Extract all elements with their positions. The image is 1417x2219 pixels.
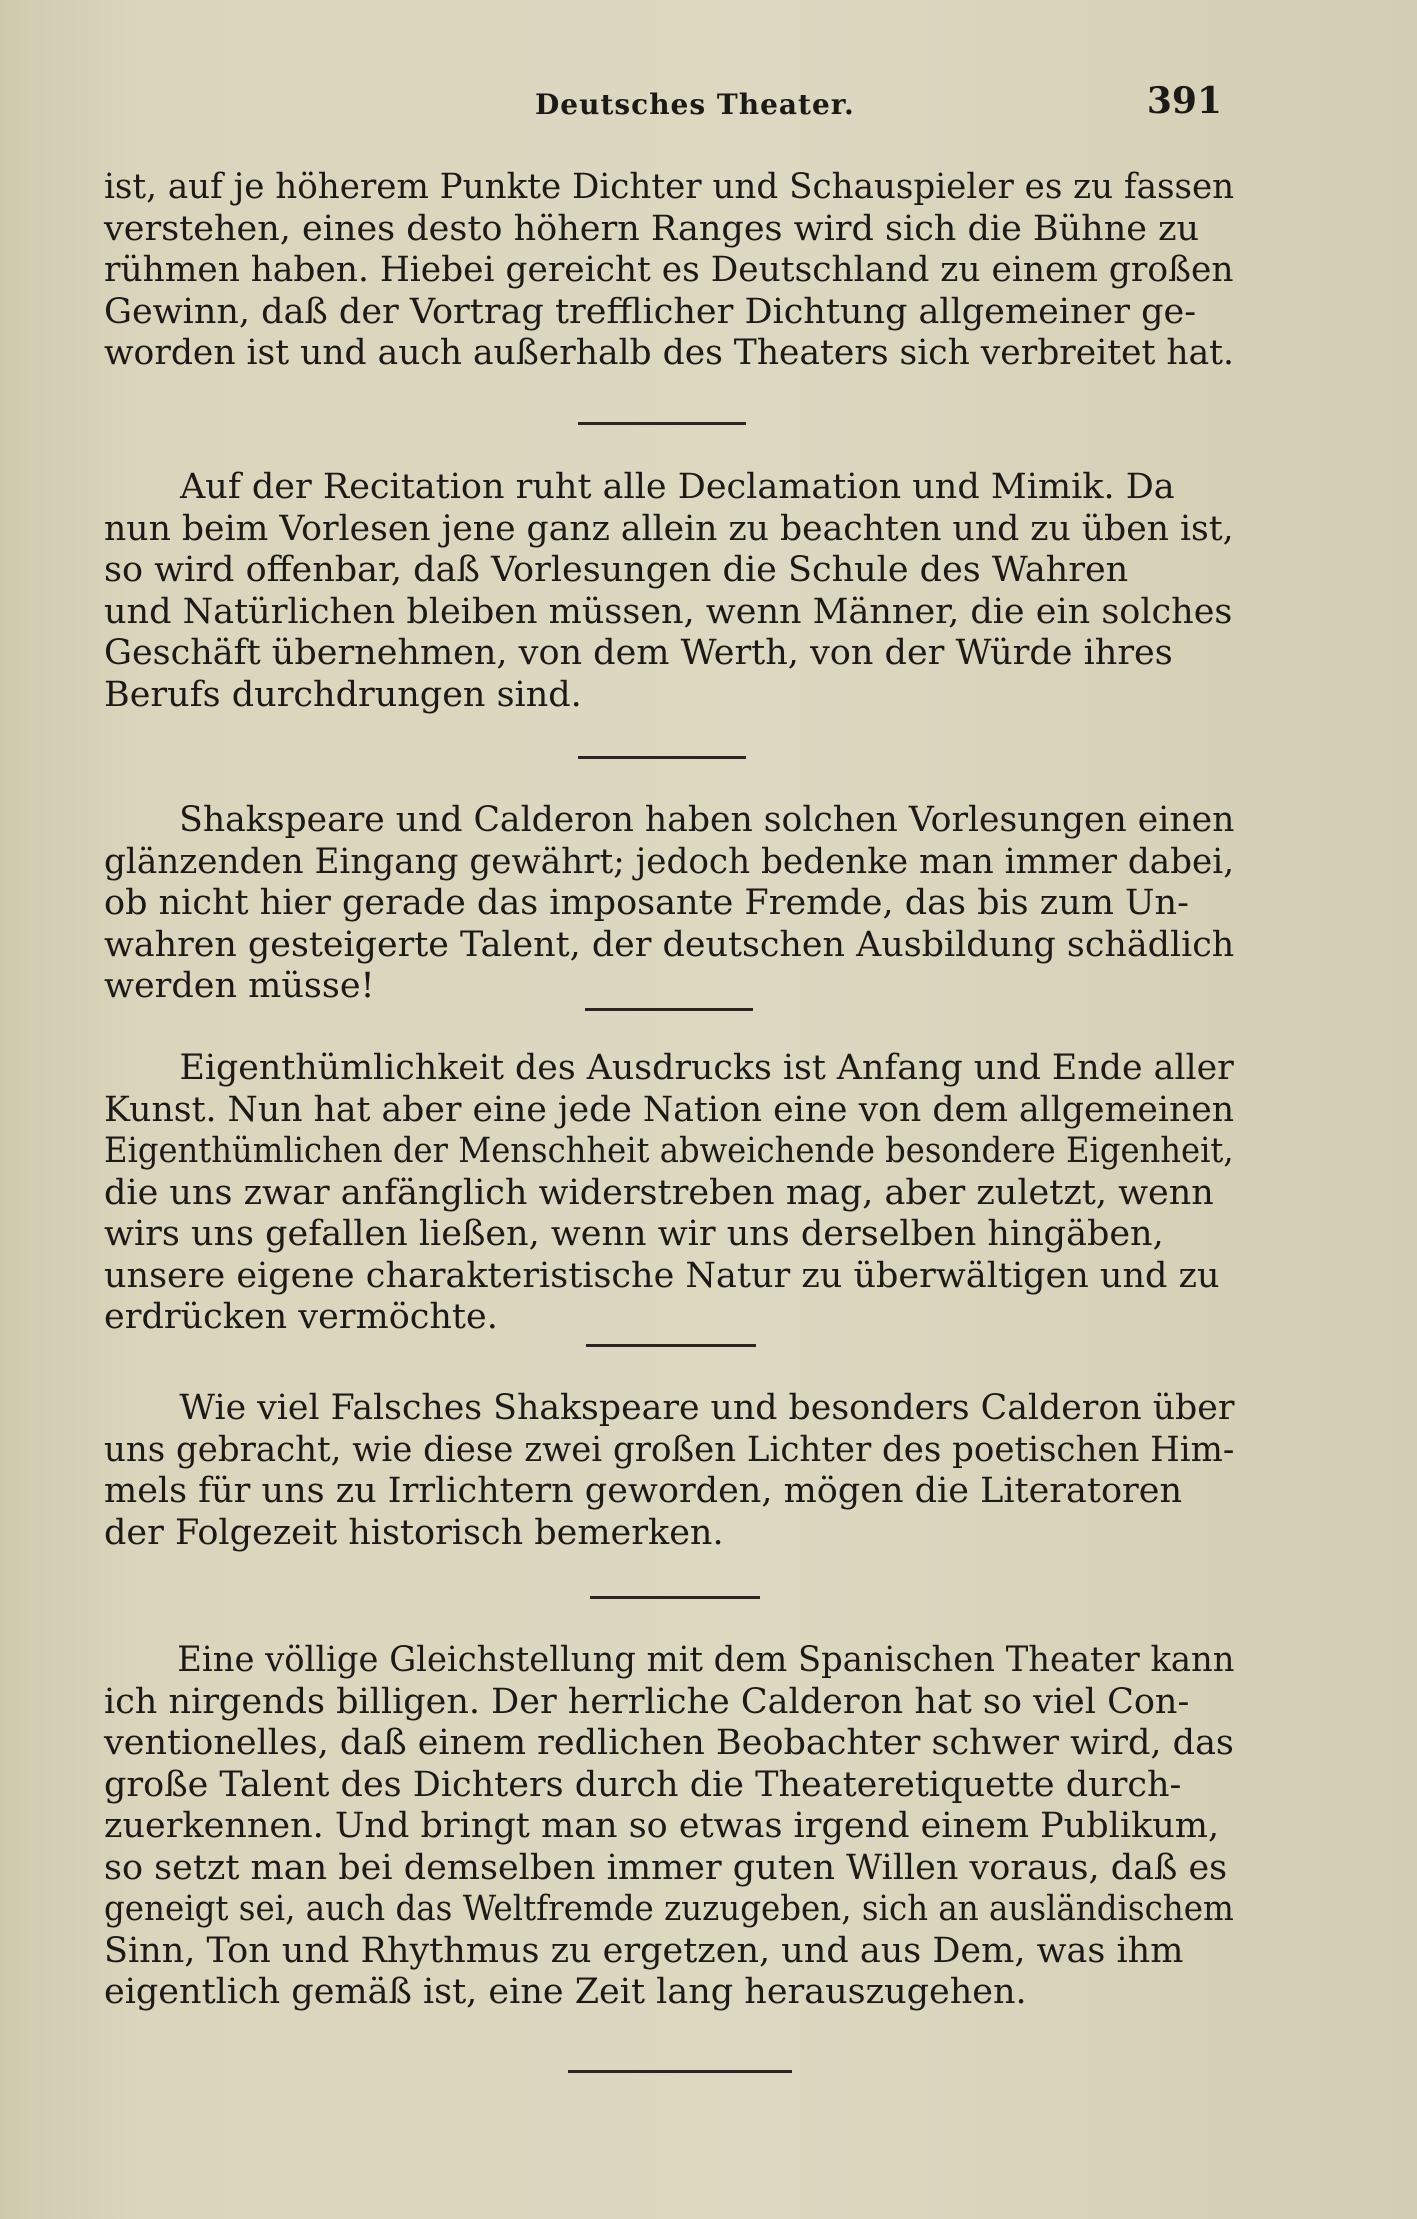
text-line: unsere eigene charakteristische Natur zu überwältigen und zu: [104, 1255, 1220, 1296]
text-line: zuerkennen. Und bringt man so etwas irgend einem Publikum,: [104, 1806, 1220, 1846]
text-line: nun beim Vorlesen jene ganz allein zu beachten und zu üben ist,: [104, 508, 1234, 549]
text-line: Geschäft übernehmen, von dem Werth, von der Würde ihres: [104, 633, 1173, 673]
text-line: ob nicht hier gerade das imposante Fremde, das bis zum Un-: [104, 883, 1189, 923]
text-line: eigentlich gemäß ist, eine Zeit lang herauszugehen.: [104, 1972, 1027, 2012]
text-line: ist, auf je höherem Punkte Dichter und Schauspieler es zu fassen: [104, 167, 1235, 207]
text-line: die uns zwar anfänglich widerstreben mag, aber zuletzt, wenn: [104, 1172, 1214, 1213]
text-line: so setzt man bei demselben immer guten Willen voraus, daß es: [104, 1847, 1228, 1888]
text-line: worden ist und auch außerhalb des Theaters sich verbreitet hat.: [104, 333, 1235, 373]
page-header: [100, 78, 1230, 128]
text-line: ventionelles, daß einem redlichen Beobachter schwer wird, das: [104, 1723, 1234, 1763]
text-line: Wie viel Falsches Shakspeare und besonders Calderon über: [179, 1388, 1235, 1428]
text-line: Gewinn, daß der Vortrag trefflicher Dichtung allgemeiner ge-: [104, 291, 1197, 332]
page-number: 391: [1146, 80, 1222, 122]
text-line: geneigt sei, auch das Weltfremde zuzugeben, sich an ausländischem: [104, 1889, 1234, 1929]
text-line: Eigenthümlichen der Menschheit abweichende besondere Eigenheit,: [104, 1131, 1234, 1171]
text-line: wirs uns gefallen ließen, wenn wir uns derselben hingäben,: [104, 1214, 1164, 1254]
text-line: Eine völlige Gleichstellung mit dem Spanischen Theater kann: [177, 1640, 1235, 1680]
text-line: glänzenden Eingang gewährt; jedoch bedenke man immer dabei,: [104, 841, 1235, 882]
text-line: mels für uns zu Irrlichtern geworden, mögen die Literatoren: [104, 1471, 1183, 1511]
text-line: Eigenthümlichkeit des Ausdrucks ist Anfang und Ende aller: [179, 1048, 1234, 1088]
text-line: wahren gesteigerte Talent, der deutschen Ausbildung schädlich: [104, 924, 1235, 965]
paragraph-2: [104, 467, 1234, 716]
text-line: rühmen haben. Hiebei gereicht es Deutschland zu einem großen: [104, 250, 1234, 290]
section-divider: [568, 2070, 792, 2073]
paragraph-1: [104, 167, 1234, 375]
section-divider: [586, 1344, 756, 1347]
section-divider: [578, 756, 746, 759]
paragraph-5: [104, 1388, 1234, 1554]
text-line: und Natürlichen bleiben müssen, wenn Männer, die ein solches: [104, 591, 1233, 632]
text-line: der Folgezeit historisch bemerken.: [104, 1512, 724, 1553]
text-line: so wird offenbar, daß Vorlesungen die Schule des Wahren: [104, 550, 1129, 590]
text-line: Sinn, Ton und Rhythmus zu ergetzen, und aus Dem, was ihm: [104, 1930, 1184, 1971]
section-divider: [585, 1008, 753, 1011]
paragraph-4: [104, 1048, 1234, 1339]
section-divider: [590, 1596, 760, 1599]
text-line: Shakspeare und Calderon haben solchen Vorlesungen einen: [179, 800, 1235, 840]
paragraph-3: [104, 800, 1234, 1008]
running-head: Deutsches Theater.: [535, 88, 855, 121]
text-line: Auf der Recitation ruht alle Declamation und Mimik. Da: [180, 467, 1175, 507]
text-line: große Talent des Dichters durch die Theateretiquette durch-: [104, 1764, 1182, 1805]
text-line: uns gebracht, wie diese zwei großen Lichter des poetischen Him-: [104, 1429, 1235, 1470]
paragraph-6: [104, 1640, 1234, 2014]
text-line: verstehen, eines desto höhern Ranges wird sich die Bühne zu: [104, 208, 1200, 249]
section-divider: [578, 422, 746, 425]
text-line: erdrücken vermöchte.: [104, 1297, 498, 1337]
text-line: ich nirgends billigen. Der herrliche Calderon hat so viel Con-: [104, 1681, 1190, 1722]
text-line: Berufs durchdrungen sind.: [104, 674, 582, 715]
text-line: Kunst. Nun hat aber eine jede Nation eine von dem allgemeinen: [104, 1089, 1235, 1130]
text-line: werden müsse!: [104, 966, 375, 1006]
